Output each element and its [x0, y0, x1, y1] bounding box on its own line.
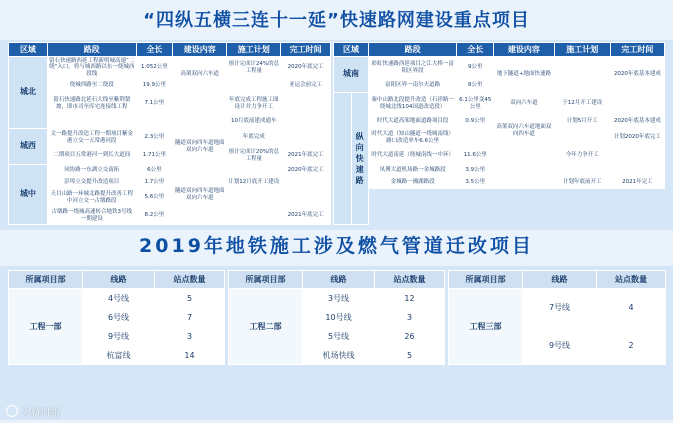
- length-cell: 3.5公里: [457, 177, 494, 189]
- plan-cell: [227, 207, 281, 225]
- gap: [331, 115, 334, 129]
- header-road: 路段: [47, 43, 136, 57]
- content-cell: 双向六车道: [494, 93, 555, 115]
- road-cell: 时代大道高架地面道路项目段: [368, 115, 457, 129]
- plan-cell: 于12月开工建设: [554, 93, 610, 115]
- road-cell: 秦中山路北段提升改造（石祥路一绕城北线104国道改造段）: [368, 93, 457, 115]
- length-cell: 7.1公里: [136, 93, 173, 115]
- road-cell: 凤傅大道机场路一金城路段: [368, 165, 457, 177]
- line-cell: 9号线: [523, 327, 597, 365]
- count-cell: 26: [375, 327, 445, 346]
- gap: [445, 308, 449, 327]
- road-cell: 留石快速路北延石大线至紫荆梨坡，即市司至库宅连接线工程: [47, 93, 136, 115]
- gap: [225, 346, 229, 365]
- header-road-right: 路段: [368, 43, 457, 57]
- done-cell: [610, 147, 664, 165]
- gap: [331, 147, 334, 165]
- roads-table-panel: [8, 42, 665, 225]
- district-label: 城西: [9, 129, 48, 165]
- gap: [445, 346, 449, 365]
- watermark: [6, 402, 106, 420]
- district-label: 城中: [9, 165, 48, 225]
- project-name: 工程二部: [229, 289, 303, 365]
- header-plan-right: 施工计划: [554, 43, 610, 57]
- header-count: 站点数量: [375, 271, 445, 289]
- gap: [331, 177, 334, 189]
- gap: [331, 129, 334, 147]
- road-cell: 时代大道南延（绕城南线一中环）: [368, 147, 457, 165]
- header-district: 区域: [9, 43, 48, 57]
- plan-cell: [227, 79, 281, 93]
- watermark-text: 大杭时报: [21, 407, 61, 419]
- plan-cell: 今年力争开工: [554, 147, 610, 165]
- done-cell: 2021年底完工: [281, 147, 331, 165]
- header-project: 所属项目部: [449, 271, 523, 289]
- road-cell: 富阳区界一南尔夫道路: [368, 79, 457, 93]
- length-cell: 11.6公里: [457, 147, 494, 165]
- road-cell: 天目山路一环城北路提升改善工程中河立交一古墩路段: [47, 189, 136, 207]
- content-cell: 高架双向六车道: [173, 57, 227, 93]
- done-cell: 2020年底基本建成: [610, 115, 664, 129]
- plan-cell: 10月底前建成通车: [227, 115, 281, 129]
- empty-cell: [368, 189, 664, 207]
- page-title-metro: 2019年地铁施工涉及燃气管道迁改项目: [139, 235, 534, 257]
- metro-table-panel: [8, 270, 665, 365]
- content-cell: 隧道双向四车道地面双向六车道: [173, 129, 227, 165]
- plan-cell: 预计完成计20%的总工程量: [227, 147, 281, 165]
- length-cell: 9公里: [457, 57, 494, 79]
- page-title-roads: “四纵五横三连十一延”快速路网建设重点项目: [143, 10, 530, 31]
- header-line: 线路: [523, 271, 597, 289]
- header-line: 线路: [303, 271, 375, 289]
- category-label-blank: [334, 93, 351, 225]
- header-done-right: 完工时间: [610, 43, 664, 57]
- road-cell: 同协路一东湖立交南拓: [47, 165, 136, 177]
- table-row: [9, 289, 666, 308]
- plan-cell: [554, 57, 610, 93]
- gap: [445, 327, 449, 346]
- line-cell: 4号线: [83, 289, 155, 308]
- length-cell: 8.2公里: [136, 207, 173, 225]
- done-cell: 2021年底完工: [281, 207, 331, 225]
- header-count: 站点数量: [597, 271, 666, 289]
- count-cell: 5: [375, 346, 445, 365]
- done-cell: 2021年完工: [610, 177, 664, 189]
- content-cell: [173, 93, 227, 115]
- plan-cell: 计划5月开工: [554, 115, 610, 129]
- road-cell: 绕城西路至二绕段: [47, 79, 136, 93]
- gap: [225, 327, 229, 346]
- count-cell: 2: [597, 327, 666, 365]
- count-cell: 3: [155, 327, 225, 346]
- empty-cell: [368, 207, 664, 225]
- header-project: 所属项目部: [9, 271, 83, 289]
- category-label: 纵向快速路: [355, 132, 364, 185]
- table-row: [9, 57, 665, 79]
- header-project: 所属项目部: [229, 271, 303, 289]
- gap: [225, 308, 229, 327]
- length-cell: 0.9公里: [457, 115, 494, 129]
- road-cell: 时代大道（知山隧道一绕城南线）路口改造单车6.6公里: [368, 129, 457, 147]
- road-cell: 留石快速路西延工程新明城高速“二绕”入口，将与城西路以东一绕城西段线: [49, 57, 135, 77]
- header-length: 全长: [136, 43, 173, 57]
- header-length-right: 全长: [457, 43, 494, 57]
- table-row: [9, 327, 666, 346]
- count-cell: 7: [155, 308, 225, 327]
- roads-table: [8, 42, 665, 225]
- road-cell: [47, 115, 136, 129]
- length-cell: 1.052公里: [136, 57, 173, 79]
- line-cell: 机场快线: [303, 346, 375, 365]
- count-cell: 3: [375, 308, 445, 327]
- header-plan: 施工计划: [227, 43, 281, 57]
- content-cell: [173, 115, 227, 129]
- header-line: 线路: [83, 271, 155, 289]
- content-cell: [494, 165, 555, 177]
- road-cell: 金城路一湘湖路段: [368, 177, 457, 189]
- length-cell: 8公里: [457, 79, 494, 93]
- done-cell: 2020年底基本建成: [610, 57, 664, 93]
- gap: [331, 189, 334, 207]
- done-cell: 2020年底完工: [281, 165, 331, 177]
- line-cell: 杭富线: [83, 346, 155, 365]
- plan-cell: 年底完成: [227, 129, 281, 147]
- road-cell: 彭埠立交提升改造项目: [47, 177, 136, 189]
- done-cell: [281, 93, 331, 115]
- length-cell: 6公里: [136, 165, 173, 177]
- count-cell: 4: [597, 289, 666, 327]
- content-cell: 隧道双向四车道地面双向六车道: [173, 165, 227, 225]
- road-cell: 文一路提升改造工程一期项目紫金港立交一五常港河段: [47, 129, 136, 147]
- plan-cell: 预计完成计24%的总工程量: [227, 57, 281, 79]
- done-cell: [610, 93, 664, 115]
- line-cell: 5号线: [303, 327, 375, 346]
- done-cell: [281, 177, 331, 189]
- roads-table-header: [9, 43, 665, 57]
- count-cell: 12: [375, 289, 445, 308]
- content-cell: [494, 147, 555, 165]
- header-done: 完工时间: [281, 43, 331, 57]
- done-cell: 亚运会前完工: [281, 79, 331, 93]
- length-cell: 3.9公里: [457, 165, 494, 177]
- category-label-vertical: [351, 93, 368, 225]
- plan-cell: 计划年底前开工: [554, 177, 610, 189]
- content-cell: 地下隧道+地面快速路: [494, 57, 555, 93]
- length-cell: 2.3公里: [136, 129, 173, 147]
- plan-cell: [227, 165, 281, 177]
- header-district-right: 区域: [334, 43, 369, 57]
- gap: [331, 79, 334, 93]
- count-cell: 14: [155, 346, 225, 365]
- length-cell: [136, 115, 173, 129]
- done-cell: 2020年底完工: [281, 57, 331, 79]
- district-label: 城南: [334, 57, 369, 93]
- line-cell: 6号线: [83, 308, 155, 327]
- header-content-right: 建设内容: [494, 43, 555, 57]
- road-cell: 古墩路一绕城高速转合地铁3号线一期建设: [47, 207, 136, 225]
- plan-cell: 年底完成工程施工图设计并力争开工: [227, 93, 281, 115]
- district-label: 城北: [9, 57, 48, 129]
- plan-cell: 计划12月底开工建设: [227, 177, 281, 189]
- done-cell: 计划2020年底完工: [610, 129, 664, 147]
- plan-cell: [554, 129, 610, 147]
- table-row: [9, 93, 665, 115]
- done-cell: [281, 129, 331, 147]
- header-count: 站点数量: [155, 271, 225, 289]
- watermark-logo-icon: [6, 405, 18, 417]
- plan-cell: [554, 165, 610, 177]
- done-cell: [281, 189, 331, 207]
- count-cell: 5: [155, 289, 225, 308]
- road-cell: 彩虹快速路西延项目之江大桥一富阳区界段: [368, 57, 457, 79]
- length-cell: 5.6公里: [136, 189, 173, 207]
- metro-table: [8, 270, 666, 365]
- plan-cell: [227, 189, 281, 207]
- gap: [331, 165, 334, 177]
- line-cell: 9号线: [83, 327, 155, 346]
- line-cell: 7号线: [523, 289, 597, 327]
- length-cell: 6.1公里变45公里: [457, 93, 494, 115]
- header-content: 建设内容: [173, 43, 227, 57]
- content-cell: [494, 177, 555, 189]
- length-cell: 1.71公里: [136, 147, 173, 165]
- project-name: 工程一部: [9, 289, 83, 365]
- line-cell: 10号线: [303, 308, 375, 327]
- length-cell: 1.7公里: [136, 177, 173, 189]
- length-cell: [457, 129, 494, 147]
- gap: [331, 207, 334, 225]
- done-cell: [281, 115, 331, 129]
- metro-table-header: [9, 271, 666, 289]
- line-cell: 3号线: [303, 289, 375, 308]
- content-cell: 高架双向六车道地面双向四车道: [494, 115, 555, 147]
- length-cell: 19.9公里: [136, 79, 173, 93]
- project-name: 工程三部: [449, 289, 523, 365]
- road-cell: 二期项目五常港河一到长大道间: [47, 147, 136, 165]
- done-cell: [610, 165, 664, 177]
